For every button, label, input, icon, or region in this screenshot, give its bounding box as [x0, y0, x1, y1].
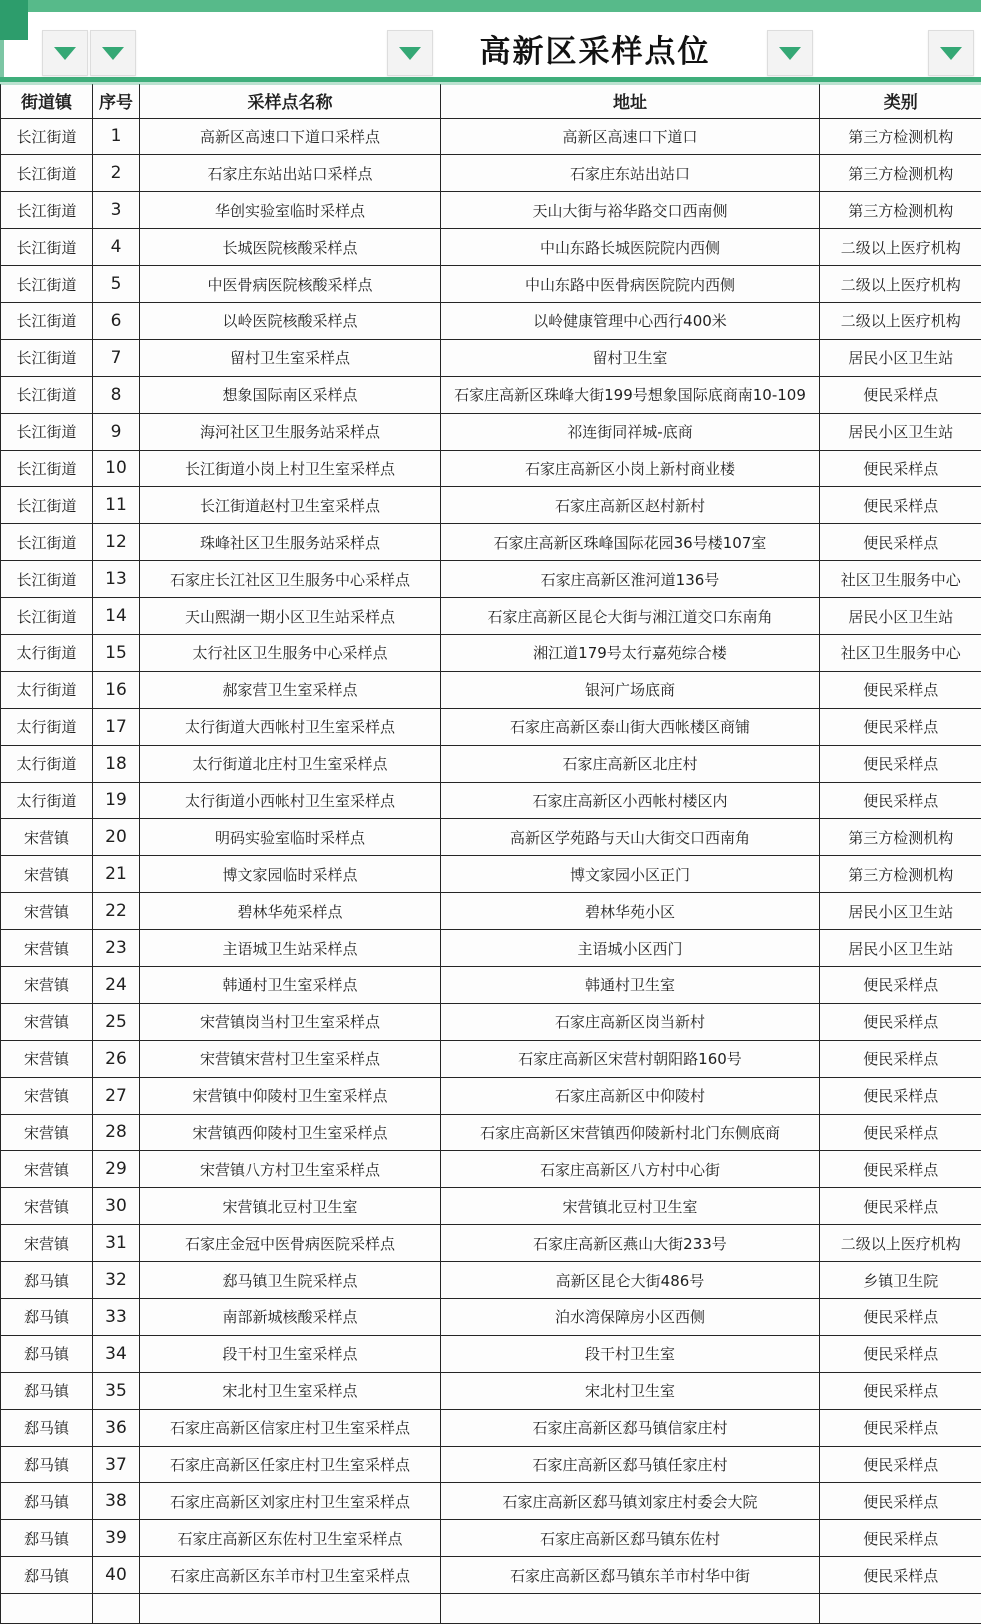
- cell-street[interactable]: 太行街道: [1, 671, 93, 708]
- cell-name[interactable]: 主语城卫生站采样点: [140, 930, 441, 967]
- filter-dropdown-number[interactable]: [90, 30, 136, 76]
- cell-street[interactable]: 长江街道: [1, 118, 93, 155]
- cell-no[interactable]: 27: [93, 1077, 140, 1114]
- cell-street[interactable]: 长江街道: [1, 376, 93, 413]
- cell-category[interactable]: 第三方检测机构: [820, 155, 981, 192]
- cell-street[interactable]: 长江街道: [1, 266, 93, 303]
- cell-no[interactable]: 40: [93, 1557, 140, 1594]
- cell-no[interactable]: 11: [93, 487, 140, 524]
- table-row: [1, 930, 981, 967]
- cell-name[interactable]: 石家庄高新区东佐村卫生室采样点: [140, 1520, 441, 1557]
- cell-empty[interactable]: [140, 1594, 441, 1624]
- cell-street[interactable]: 宋营镇: [1, 856, 93, 893]
- cell-street[interactable]: 宋营镇: [1, 1225, 93, 1262]
- cell-street[interactable]: 宋营镇: [1, 819, 93, 856]
- cell-no[interactable]: 3: [93, 192, 140, 229]
- filter-dropdown-category[interactable]: [928, 30, 974, 76]
- cell-name[interactable]: 碧林华苑采样点: [140, 893, 441, 930]
- cell-street[interactable]: 宋营镇: [1, 1151, 93, 1188]
- cell-street[interactable]: 宋营镇: [1, 1077, 93, 1114]
- table-row: [1, 1299, 981, 1336]
- cell-name[interactable]: 宋营镇八方村卫生室采样点: [140, 1151, 441, 1188]
- cell-address[interactable]: 宋营镇北豆村卫生室: [441, 1188, 820, 1225]
- column-header-category[interactable]: 类别: [820, 84, 981, 118]
- cell-category[interactable]: 二级以上医疗机构: [820, 266, 981, 303]
- cell-no[interactable]: 1: [93, 118, 140, 155]
- cell-category[interactable]: 社区卫生服务中心: [820, 634, 981, 671]
- cell-no[interactable]: 7: [93, 339, 140, 376]
- cell-category[interactable]: 便民采样点: [820, 450, 981, 487]
- cell-category[interactable]: 居民小区卫生站: [820, 598, 981, 635]
- cell-street[interactable]: 宋营镇: [1, 893, 93, 930]
- cell-empty[interactable]: [1, 1594, 93, 1624]
- cell-category[interactable]: 便民采样点: [820, 1299, 981, 1336]
- table-row: [1, 1335, 981, 1372]
- table-row: [1, 1446, 981, 1483]
- cell-street[interactable]: 太行街道: [1, 708, 93, 745]
- cell-street[interactable]: 宋营镇: [1, 1040, 93, 1077]
- cell-address[interactable]: 石家庄高新区郄马镇东佐村: [441, 1520, 820, 1557]
- cell-no[interactable]: 26: [93, 1040, 140, 1077]
- table-row: [1, 1151, 981, 1188]
- cell-street[interactable]: 宋营镇: [1, 1114, 93, 1151]
- cell-street[interactable]: 长江街道: [1, 487, 93, 524]
- table-row: [1, 1114, 981, 1151]
- table-row: [1, 487, 981, 524]
- column-header-address[interactable]: 地址: [441, 84, 820, 118]
- cell-address[interactable]: 银河广场底商: [441, 671, 820, 708]
- cell-address[interactable]: 以岭健康管理中心西行400米: [441, 302, 820, 339]
- cell-no[interactable]: 5: [93, 266, 140, 303]
- cell-name[interactable]: 宋营镇岗当村卫生室采样点: [140, 1003, 441, 1040]
- cell-street[interactable]: 宋营镇: [1, 1003, 93, 1040]
- cell-street[interactable]: 郄马镇: [1, 1372, 93, 1409]
- cell-address[interactable]: 宋北村卫生室: [441, 1372, 820, 1409]
- cell-no[interactable]: 2: [93, 155, 140, 192]
- cell-category[interactable]: 乡镇卫生院: [820, 1262, 981, 1299]
- cell-category[interactable]: 便民采样点: [820, 487, 981, 524]
- table-row: [1, 561, 981, 598]
- cell-street[interactable]: 宋营镇: [1, 1188, 93, 1225]
- cell-name[interactable]: 石家庄高新区东羊市村卫生室采样点: [140, 1557, 441, 1594]
- cell-address[interactable]: 石家庄高新区郄马镇信家庄村: [441, 1409, 820, 1446]
- cell-name[interactable]: 石家庄金冠中医骨病医院采样点: [140, 1225, 441, 1262]
- cell-category[interactable]: 便民采样点: [820, 1003, 981, 1040]
- cell-category[interactable]: 便民采样点: [820, 1520, 981, 1557]
- cell-no[interactable]: 13: [93, 561, 140, 598]
- cell-name[interactable]: 博文家园临时采样点: [140, 856, 441, 893]
- table-row: [1, 450, 981, 487]
- cell-name[interactable]: 长江街道小岗上村卫生室采样点: [140, 450, 441, 487]
- cell-category[interactable]: 便民采样点: [820, 1446, 981, 1483]
- cell-address[interactable]: 石家庄高新区淮河道136号: [441, 561, 820, 598]
- sampling-points-table: [0, 84, 981, 1624]
- cell-street[interactable]: 太行街道: [1, 634, 93, 671]
- cell-address[interactable]: 石家庄高新区珠峰大街199号想象国际底商南10-109: [441, 376, 820, 413]
- cell-no[interactable]: 19: [93, 782, 140, 819]
- cell-street[interactable]: 郄马镇: [1, 1335, 93, 1372]
- cell-address[interactable]: 湘江道179号太行嘉苑综合楼: [441, 634, 820, 671]
- cell-no[interactable]: 12: [93, 524, 140, 561]
- cell-no[interactable]: 25: [93, 1003, 140, 1040]
- cell-category[interactable]: 便民采样点: [820, 1372, 981, 1409]
- cell-street[interactable]: 郄马镇: [1, 1262, 93, 1299]
- cell-address[interactable]: 高新区学苑路与天山大街交口西南角: [441, 819, 820, 856]
- cell-no[interactable]: 28: [93, 1114, 140, 1151]
- cell-empty[interactable]: [441, 1594, 820, 1624]
- cell-address[interactable]: 韩通村卫生室: [441, 966, 820, 1003]
- cell-no[interactable]: 36: [93, 1409, 140, 1446]
- cell-name[interactable]: 石家庄长江社区卫生服务中心采样点: [140, 561, 441, 598]
- cell-category[interactable]: 便民采样点: [820, 1077, 981, 1114]
- cell-category[interactable]: 居民小区卫生站: [820, 893, 981, 930]
- cell-no[interactable]: 24: [93, 966, 140, 1003]
- cell-category[interactable]: 便民采样点: [820, 708, 981, 745]
- cell-address[interactable]: 高新区昆仑大街486号: [441, 1262, 820, 1299]
- cell-address[interactable]: 石家庄高新区中仰陵村: [441, 1077, 820, 1114]
- cell-street[interactable]: 长江街道: [1, 192, 93, 229]
- table-row: [1, 339, 981, 376]
- cell-address[interactable]: 天山大街与裕华路交口西南侧: [441, 192, 820, 229]
- cell-category[interactable]: 便民采样点: [820, 1114, 981, 1151]
- cell-street[interactable]: 长江街道: [1, 450, 93, 487]
- cell-name[interactable]: 海河社区卫生服务站采样点: [140, 413, 441, 450]
- cell-category[interactable]: 便民采样点: [820, 1557, 981, 1594]
- cell-name[interactable]: 石家庄高新区任家庄村卫生室采样点: [140, 1446, 441, 1483]
- cell-no[interactable]: 18: [93, 745, 140, 782]
- cell-name[interactable]: 明码实验室临时采样点: [140, 819, 441, 856]
- cell-name[interactable]: 华创实验室临时采样点: [140, 192, 441, 229]
- cell-address[interactable]: 石家庄高新区小西帐村楼区内: [441, 782, 820, 819]
- cell-street[interactable]: 太行街道: [1, 745, 93, 782]
- cell-category[interactable]: 便民采样点: [820, 966, 981, 1003]
- filter-dropdown-street[interactable]: [42, 30, 88, 76]
- table-body: [1, 118, 981, 1624]
- cell-category[interactable]: 第三方检测机构: [820, 856, 981, 893]
- cell-category[interactable]: 便民采样点: [820, 524, 981, 561]
- cell-no[interactable]: 9: [93, 413, 140, 450]
- cell-street[interactable]: 宋营镇: [1, 930, 93, 967]
- cell-address[interactable]: 石家庄高新区宋营镇西仰陵新村北门东侧底商: [441, 1114, 820, 1151]
- cell-address[interactable]: 石家庄高新区赵村新村: [441, 487, 820, 524]
- cell-street[interactable]: 郄马镇: [1, 1483, 93, 1520]
- cell-address[interactable]: 石家庄高新区泰山街大西帐楼区商铺: [441, 708, 820, 745]
- cell-no[interactable]: 21: [93, 856, 140, 893]
- table-row-partial: [1, 1594, 981, 1624]
- table-row: [1, 524, 981, 561]
- header-divider: [0, 77, 981, 82]
- cell-category[interactable]: 第三方检测机构: [820, 819, 981, 856]
- sheet-top-strip: [0, 0, 981, 12]
- cell-address[interactable]: 石家庄高新区郄马镇东羊市村华中街: [441, 1557, 820, 1594]
- cell-name[interactable]: 珠峰社区卫生服务站采样点: [140, 524, 441, 561]
- chevron-down-icon: [54, 47, 76, 60]
- cell-address[interactable]: 段干村卫生室: [441, 1335, 820, 1372]
- cell-name[interactable]: 太行街道小西帐村卫生室采样点: [140, 782, 441, 819]
- cell-category[interactable]: 二级以上医疗机构: [820, 302, 981, 339]
- table-row: [1, 1409, 981, 1446]
- table-row: [1, 1225, 981, 1262]
- column-header-name[interactable]: 采样点名称: [140, 84, 441, 118]
- cell-street[interactable]: 郄马镇: [1, 1409, 93, 1446]
- cell-category[interactable]: 便民采样点: [820, 1188, 981, 1225]
- cell-category[interactable]: 第三方检测机构: [820, 118, 981, 155]
- sheet-corner-handle: [0, 0, 28, 40]
- cell-category[interactable]: 居民小区卫生站: [820, 339, 981, 376]
- table-row: [1, 745, 981, 782]
- cell-no[interactable]: 39: [93, 1520, 140, 1557]
- cell-no[interactable]: 32: [93, 1262, 140, 1299]
- cell-address[interactable]: 石家庄高新区北庄村: [441, 745, 820, 782]
- cell-category[interactable]: 居民小区卫生站: [820, 413, 981, 450]
- chevron-down-icon: [779, 47, 801, 60]
- cell-street[interactable]: 太行街道: [1, 782, 93, 819]
- cell-street[interactable]: 长江街道: [1, 339, 93, 376]
- cell-no[interactable]: 34: [93, 1335, 140, 1372]
- chevron-down-icon: [940, 47, 962, 60]
- cell-no[interactable]: 8: [93, 376, 140, 413]
- cell-category[interactable]: 便民采样点: [820, 376, 981, 413]
- table-row: [1, 1040, 981, 1077]
- table-row: [1, 192, 981, 229]
- cell-category[interactable]: 便民采样点: [820, 1151, 981, 1188]
- table-row: [1, 155, 981, 192]
- cell-no[interactable]: 33: [93, 1299, 140, 1336]
- cell-category[interactable]: 居民小区卫生站: [820, 930, 981, 967]
- cell-category[interactable]: 社区卫生服务中心: [820, 561, 981, 598]
- cell-category[interactable]: 便民采样点: [820, 1335, 981, 1372]
- table-row: [1, 1188, 981, 1225]
- cell-name[interactable]: 郝家营卫生室采样点: [140, 671, 441, 708]
- cell-address[interactable]: 石家庄高新区八方村中心街: [441, 1151, 820, 1188]
- cell-name[interactable]: 留村卫生室采样点: [140, 339, 441, 376]
- table-row: [1, 1483, 981, 1520]
- cell-name[interactable]: 石家庄高新区刘家庄村卫生室采样点: [140, 1483, 441, 1520]
- cell-street[interactable]: 郄马镇: [1, 1557, 93, 1594]
- cell-category[interactable]: 便民采样点: [820, 1409, 981, 1446]
- cell-no[interactable]: 4: [93, 229, 140, 266]
- cell-address[interactable]: 石家庄高新区小岗上新村商业楼: [441, 450, 820, 487]
- column-header-street[interactable]: 街道镇: [1, 84, 93, 118]
- cell-name[interactable]: 宋营镇中仰陵村卫生室采样点: [140, 1077, 441, 1114]
- cell-street[interactable]: 郄马镇: [1, 1446, 93, 1483]
- cell-category[interactable]: 便民采样点: [820, 1040, 981, 1077]
- cell-name[interactable]: 太行街道北庄村卫生室采样点: [140, 745, 441, 782]
- cell-category[interactable]: 二级以上医疗机构: [820, 1225, 981, 1262]
- table-row: [1, 671, 981, 708]
- cell-no[interactable]: 35: [93, 1372, 140, 1409]
- cell-street[interactable]: 宋营镇: [1, 966, 93, 1003]
- cell-address[interactable]: 祁连街同祥城-底商: [441, 413, 820, 450]
- cell-name[interactable]: 天山熙湖一期小区卫生站采样点: [140, 598, 441, 635]
- table-row: [1, 819, 981, 856]
- cell-no[interactable]: 38: [93, 1483, 140, 1520]
- cell-empty[interactable]: [93, 1594, 140, 1624]
- table-row: [1, 229, 981, 266]
- cell-no[interactable]: 20: [93, 819, 140, 856]
- cell-address[interactable]: 碧林华苑小区: [441, 893, 820, 930]
- cell-name[interactable]: 石家庄高新区信家庄村卫生室采样点: [140, 1409, 441, 1446]
- cell-address[interactable]: 博文家园小区正门: [441, 856, 820, 893]
- cell-no[interactable]: 23: [93, 930, 140, 967]
- table-row: [1, 598, 981, 635]
- cell-name[interactable]: 以岭医院核酸采样点: [140, 302, 441, 339]
- table-row: [1, 118, 981, 155]
- cell-category[interactable]: 便民采样点: [820, 671, 981, 708]
- filter-dropdown-name[interactable]: [387, 30, 433, 76]
- cell-category[interactable]: 便民采样点: [820, 745, 981, 782]
- cell-address[interactable]: 石家庄高新区郄马镇刘家庄村委会大院: [441, 1483, 820, 1520]
- cell-name[interactable]: 宋北村卫生室采样点: [140, 1372, 441, 1409]
- filter-dropdown-address[interactable]: [767, 30, 813, 76]
- table-row: [1, 1372, 981, 1409]
- table-row: [1, 893, 981, 930]
- table-header-row: [1, 84, 981, 118]
- cell-street[interactable]: 长江街道: [1, 598, 93, 635]
- cell-name[interactable]: 长江街道赵村卫生室采样点: [140, 487, 441, 524]
- cell-name[interactable]: 南部新城核酸采样点: [140, 1299, 441, 1336]
- cell-category[interactable]: 二级以上医疗机构: [820, 229, 981, 266]
- cell-street[interactable]: 郄马镇: [1, 1299, 93, 1336]
- cell-street[interactable]: 长江街道: [1, 561, 93, 598]
- cell-street[interactable]: 长江街道: [1, 524, 93, 561]
- cell-address[interactable]: 石家庄高新区昆仑大街与湘江道交口东南角: [441, 598, 820, 635]
- table-row: [1, 634, 981, 671]
- cell-name[interactable]: 韩通村卫生室采样点: [140, 966, 441, 1003]
- table-row: [1, 1262, 981, 1299]
- cell-name[interactable]: 太行街道大西帐村卫生室采样点: [140, 708, 441, 745]
- cell-name[interactable]: 长城医院核酸采样点: [140, 229, 441, 266]
- cell-no[interactable]: 17: [93, 708, 140, 745]
- cell-name[interactable]: 宋营镇北豆村卫生室: [140, 1188, 441, 1225]
- table-row: [1, 1003, 981, 1040]
- chevron-down-icon: [102, 47, 124, 60]
- chevron-down-icon: [399, 47, 421, 60]
- cell-address[interactable]: 石家庄高新区宋营村朝阳路160号: [441, 1040, 820, 1077]
- cell-name[interactable]: 想象国际南区采样点: [140, 376, 441, 413]
- cell-no[interactable]: 37: [93, 1446, 140, 1483]
- table-row: [1, 376, 981, 413]
- cell-address[interactable]: 石家庄高新区燕山大街233号: [441, 1225, 820, 1262]
- table-row: [1, 302, 981, 339]
- cell-address[interactable]: 石家庄东站出站口: [441, 155, 820, 192]
- cell-name[interactable]: 段干村卫生室采样点: [140, 1335, 441, 1372]
- cell-no[interactable]: 29: [93, 1151, 140, 1188]
- cell-street[interactable]: 郄马镇: [1, 1520, 93, 1557]
- cell-address[interactable]: 高新区高速口下道口: [441, 118, 820, 155]
- cell-no[interactable]: 14: [93, 598, 140, 635]
- table-row: [1, 1520, 981, 1557]
- cell-address[interactable]: 中山东路中医骨病医院院内西侧: [441, 266, 820, 303]
- cell-name[interactable]: 石家庄东站出站口采样点: [140, 155, 441, 192]
- cell-no[interactable]: 16: [93, 671, 140, 708]
- cell-street[interactable]: 长江街道: [1, 302, 93, 339]
- cell-name[interactable]: 宋营镇西仰陵村卫生室采样点: [140, 1114, 441, 1151]
- cell-no[interactable]: 22: [93, 893, 140, 930]
- table-row: [1, 966, 981, 1003]
- cell-street[interactable]: 长江街道: [1, 155, 93, 192]
- cell-name[interactable]: 宋营镇宋营村卫生室采样点: [140, 1040, 441, 1077]
- cell-address[interactable]: 石家庄高新区珠峰国际花园36号楼107室: [441, 524, 820, 561]
- cell-empty[interactable]: [820, 1594, 981, 1624]
- cell-address[interactable]: 石家庄高新区岗当新村: [441, 1003, 820, 1040]
- cell-address[interactable]: 中山东路长城医院院内西侧: [441, 229, 820, 266]
- cell-address[interactable]: 泊水湾保障房小区西侧: [441, 1299, 820, 1336]
- cell-street[interactable]: 长江街道: [1, 413, 93, 450]
- column-header-number[interactable]: 序号: [93, 84, 140, 118]
- table-row: [1, 413, 981, 450]
- table-row: [1, 856, 981, 893]
- cell-address[interactable]: 留村卫生室: [441, 339, 820, 376]
- cell-name[interactable]: 高新区高速口下道口采样点: [140, 118, 441, 155]
- table-row: [1, 1077, 981, 1114]
- cell-name[interactable]: 太行社区卫生服务中心采样点: [140, 634, 441, 671]
- cell-no[interactable]: 10: [93, 450, 140, 487]
- table-row: [1, 782, 981, 819]
- cell-category[interactable]: 便民采样点: [820, 782, 981, 819]
- table-row: [1, 708, 981, 745]
- cell-address[interactable]: 主语城小区西门: [441, 930, 820, 967]
- cell-no[interactable]: 15: [93, 634, 140, 671]
- cell-category[interactable]: 便民采样点: [820, 1483, 981, 1520]
- table-row: [1, 1557, 981, 1594]
- table-row: [1, 266, 981, 303]
- cell-address[interactable]: 石家庄高新区郄马镇任家庄村: [441, 1446, 820, 1483]
- page-title: 高新区采样点位: [430, 26, 760, 71]
- cell-category[interactable]: 第三方检测机构: [820, 192, 981, 229]
- cell-no[interactable]: 31: [93, 1225, 140, 1262]
- cell-no[interactable]: 30: [93, 1188, 140, 1225]
- cell-street[interactable]: 长江街道: [1, 229, 93, 266]
- cell-no[interactable]: 6: [93, 302, 140, 339]
- cell-name[interactable]: 郄马镇卫生院采样点: [140, 1262, 441, 1299]
- cell-name[interactable]: 中医骨病医院核酸采样点: [140, 266, 441, 303]
